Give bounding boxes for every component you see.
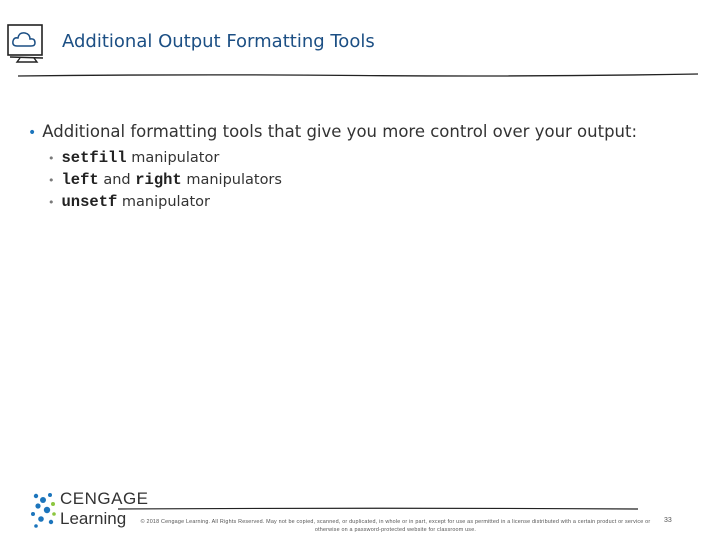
main-bullet xyxy=(28,122,698,141)
bullet-dot-icon: • xyxy=(48,152,55,165)
code-term: left xyxy=(61,171,99,189)
slide-content xyxy=(28,122,698,215)
title-divider xyxy=(18,70,698,80)
list-item-text: manipulators xyxy=(181,172,282,188)
list-item xyxy=(48,149,698,167)
list-item xyxy=(48,171,698,189)
code-term: right xyxy=(135,171,182,189)
logo-wordmark-top: CENGAGE xyxy=(60,489,149,508)
page-number: 33 xyxy=(664,517,672,524)
list-item-text: manipulator xyxy=(126,150,220,166)
list-item-text: manipulator xyxy=(117,194,210,210)
bullet-dot-icon: • xyxy=(48,174,55,187)
sub-bullet-list xyxy=(28,149,698,211)
footer-divider xyxy=(118,505,638,513)
main-bullet-text: Additional formatting tools that give you more control over your output: xyxy=(42,122,638,141)
code-term: unsetf xyxy=(61,193,118,211)
logo-wordmark-bottom: Learning xyxy=(60,509,127,528)
cloud-monitor-icon xyxy=(6,22,46,66)
bullet-dot-icon: • xyxy=(48,196,55,209)
slide-title: Additional Output Formatting Tools xyxy=(62,31,375,52)
code-term: setfill xyxy=(61,149,127,167)
bullet-dot-icon: • xyxy=(28,125,37,141)
list-item-connector: and xyxy=(98,172,136,188)
copyright-notice: © 2018 Cengage Learning. All Rights Reserved. May not be copied, scanned, or duplicated, in whole or in part, except for use as permitted in a license distributed with a certain product or service or otherwise on a password-protected website for classroom use. xyxy=(140,519,651,534)
list-item xyxy=(48,193,698,211)
